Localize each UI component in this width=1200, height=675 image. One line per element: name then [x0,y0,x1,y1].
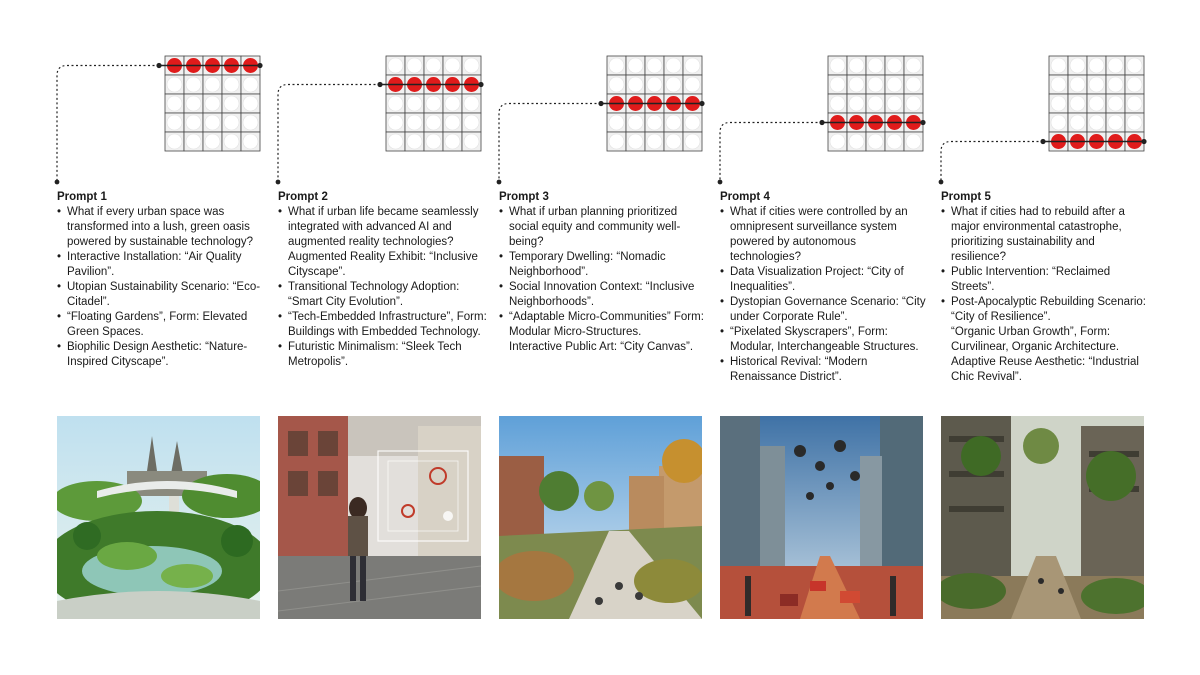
grid-empty-dot [830,77,845,92]
grid-empty-dot [243,115,258,130]
grid-empty-dot [1051,58,1066,73]
grid-empty-dot [628,134,643,149]
surveillance-city-image [720,416,923,619]
grid-empty-dot [887,58,902,73]
grid-empty-dot [609,77,624,92]
green-utopian-garden-image [57,416,260,619]
grid-empty-dot [186,96,201,111]
grid-empty-dot [868,77,883,92]
grid-empty-dot [849,96,864,111]
prompt-title: Prompt 3 [499,191,549,203]
grid-empty-dot [887,77,902,92]
grid-empty-dot [685,115,700,130]
grid-empty-dot [388,134,403,149]
grid-empty-dot [647,115,662,130]
bullet-item: • Social Innovation Context: “Inclusive Neighborhoods”. [499,280,709,310]
grid-empty-dot [830,58,845,73]
grid-empty-dot [224,115,239,130]
prompt-title: Prompt 5 [941,191,991,203]
grid-empty-dot [1108,58,1123,73]
prompt-column-5 [941,190,1151,385]
grid-empty-dot [1089,77,1104,92]
grid-empty-dot [445,58,460,73]
grid-empty-dot [685,134,700,149]
bullet-item: • Futuristic Minimalism: “Sleek Tech Metropolis”. [278,340,488,370]
grid-empty-dot [243,96,258,111]
grid-empty-dot [205,134,220,149]
grid-empty-dot [628,115,643,130]
dotted-connector [720,123,822,183]
grid-empty-dot [445,115,460,130]
grid-empty-dot [647,58,662,73]
connector-node [478,82,483,87]
grid-empty-dot [388,96,403,111]
prompt-column-2 [278,190,488,370]
grid-empty-dot [167,115,182,130]
grid-empty-dot [426,115,441,130]
connector-node [920,120,925,125]
bullet-item: • “Pixelated Skyscrapers”, Form: Modular, Interchangeable Structures. [720,325,930,355]
bullet-item: • What if urban planning prioritized social equity and community well-being? [499,205,709,250]
grid-empty-dot [666,77,681,92]
grid-empty-dot [849,77,864,92]
dotted-connector [57,66,159,183]
grid-empty-dot [167,77,182,92]
bullet-item: • Dystopian Governance Scenario: “City under Corporate Rule”. [720,295,930,325]
grid-empty-dot [906,134,921,149]
grid-empty-dot [647,77,662,92]
grid-empty-dot [1051,115,1066,130]
prompt-title: Prompt 1 [57,191,107,203]
grid-empty-dot [1108,77,1123,92]
grid-empty-dot [887,96,902,111]
grid-empty-dot [1070,115,1085,130]
grid-empty-dot [186,134,201,149]
grid-empty-dot [666,134,681,149]
grid-empty-dot [868,96,883,111]
grid-empty-dot [647,134,662,149]
grid-empty-dot [407,134,422,149]
bullet-item: • Biophilic Design Aesthetic: “Nature-Inspired Cityscape”. [57,340,267,370]
grid-empty-dot [666,58,681,73]
grid-empty-dot [1089,115,1104,130]
grid-empty-dot [426,96,441,111]
grid-empty-dot [186,77,201,92]
grid-empty-dot [407,96,422,111]
grid-empty-dot [426,58,441,73]
grid-empty-dot [1127,115,1142,130]
grid-empty-dot [887,134,902,149]
bullet-item: • Historical Revival: “Modern Renaissance District”. [720,355,930,385]
grid-empty-dot [388,115,403,130]
grid-empty-dot [628,77,643,92]
grid-empty-dot [609,58,624,73]
bullet-item: • “Tech-Embedded Infrastructure”, Form: Buildings with Embedded Technology. [278,310,488,340]
grid-empty-dot [464,115,479,130]
connector-end-node [276,180,281,185]
prompt-bullets [499,205,709,340]
grid-empty-dot [464,96,479,111]
prompt-bullets [720,205,930,385]
grid-empty-dot [388,58,403,73]
augmented-reality-street-image [278,416,481,619]
grid-empty-dot [407,58,422,73]
bullet-item: • What if cities were controlled by an omnipresent surveillance system powered by autonomous technologies? [720,205,930,265]
connector-end-node [718,180,723,185]
grid-empty-dot [628,58,643,73]
grid-empty-dot [243,134,258,149]
dotted-connector [278,85,380,183]
grid-empty-dot [426,134,441,149]
grid-empty-dot [849,58,864,73]
bullet-item: • What if urban life became seamlessly integrated with advanced AI and augmented reality technologies? Augmented Reality Exhibit: “Inclusive Cityscape”. [278,205,488,280]
prompt-title: Prompt 2 [278,191,328,203]
grid-empty-dot [868,134,883,149]
dotted-connector [499,104,601,183]
grid-empty-dot [205,77,220,92]
grid-empty-dot [464,134,479,149]
bullet-item: • Post-Apocalyptic Rebuilding Scenario: “City of Resilience”. [941,295,1151,325]
bullet-item: • What if every urban space was transformed into a lush, green oasis powered by sustainable technology? [57,205,267,250]
grid-empty-dot [407,115,422,130]
bullet-continuation: Interactive Public Art: “City Canvas”. [509,341,694,353]
grid-empty-dot [1070,96,1085,111]
grid-empty-dot [830,96,845,111]
bullet-item: • Interactive Installation: “Air Quality Pavilion”. [57,250,267,280]
grid-empty-dot [1051,96,1066,111]
grid-empty-dot [224,134,239,149]
prompt-bullets [941,205,1151,325]
grid-empty-dot [1089,58,1104,73]
grid-empty-dot [205,115,220,130]
bullet-continuation: “Organic Urban Growth”, Form: Curvilinear, Organic Architecture. Adaptive Reuse Aesthetic: “Industrial Chic Revival”. [951,326,1139,383]
bullet-item: • Temporary Dwelling: “Nomadic Neighborhood”. [499,250,709,280]
prompt-bullets [278,205,488,370]
grid-empty-dot [609,134,624,149]
bullet-item: • What if cities had to rebuild after a major environmental catastrophe, prioritizing sustainability and resilience? [941,205,1151,265]
connector-end-node [497,180,502,185]
connector-end-node [939,180,944,185]
bullet-item: • “Adaptable Micro-Communities” Form: Modular Micro-Structures. [499,310,709,340]
grid-empty-dot [1127,77,1142,92]
prompt-title: Prompt 4 [720,191,770,203]
bullet-item: • Data Visualization Project: “City of Inequalities”. [720,265,930,295]
grid-empty-dot [609,115,624,130]
grid-empty-dot [685,77,700,92]
connector-node [1141,139,1146,144]
connector-end-node [55,180,60,185]
grid-empty-dot [849,134,864,149]
community-street-image [499,416,702,619]
grid-empty-dot [1127,96,1142,111]
grid-empty-dot [1108,115,1123,130]
dotted-connector [941,142,1043,183]
grid-empty-dot [906,96,921,111]
grid-empty-dot [1127,58,1142,73]
bullet-item: • “Floating Gardens”, Form: Elevated Green Spaces. [57,310,267,340]
grid-empty-dot [868,58,883,73]
grid-empty-dot [186,115,201,130]
bullet-item: • Public Intervention: “Reclaimed Streets”. [941,265,1151,295]
grid-empty-dot [167,96,182,111]
bullet-item: • Transitional Technology Adoption: “Smart City Evolution”. [278,280,488,310]
grid-empty-dot [205,96,220,111]
grid-empty-dot [1089,96,1104,111]
overgrown-ruins-image [941,416,1144,619]
grid-empty-dot [830,134,845,149]
connector-node [257,63,262,68]
prompt-column-4 [720,190,930,385]
bullet-item: • Utopian Sustainability Scenario: “Eco-Citadel”. [57,280,267,310]
grid-empty-dot [445,96,460,111]
grid-empty-dot [445,134,460,149]
prompt-column-1 [57,190,267,370]
grid-empty-dot [1108,96,1123,111]
grid-empty-dot [906,58,921,73]
connector-node [699,101,704,106]
grid-empty-dot [464,58,479,73]
grid-empty-dot [1051,77,1066,92]
prompt-column-3 [499,190,709,355]
grid-empty-dot [666,115,681,130]
grid-empty-dot [224,77,239,92]
grid-empty-dot [1070,77,1085,92]
prompt-bullets [57,205,267,370]
grid-empty-dot [243,77,258,92]
grid-empty-dot [224,96,239,111]
grid-empty-dot [167,134,182,149]
grid-empty-dot [1070,58,1085,73]
grid-empty-dot [906,77,921,92]
grid-empty-dot [685,58,700,73]
